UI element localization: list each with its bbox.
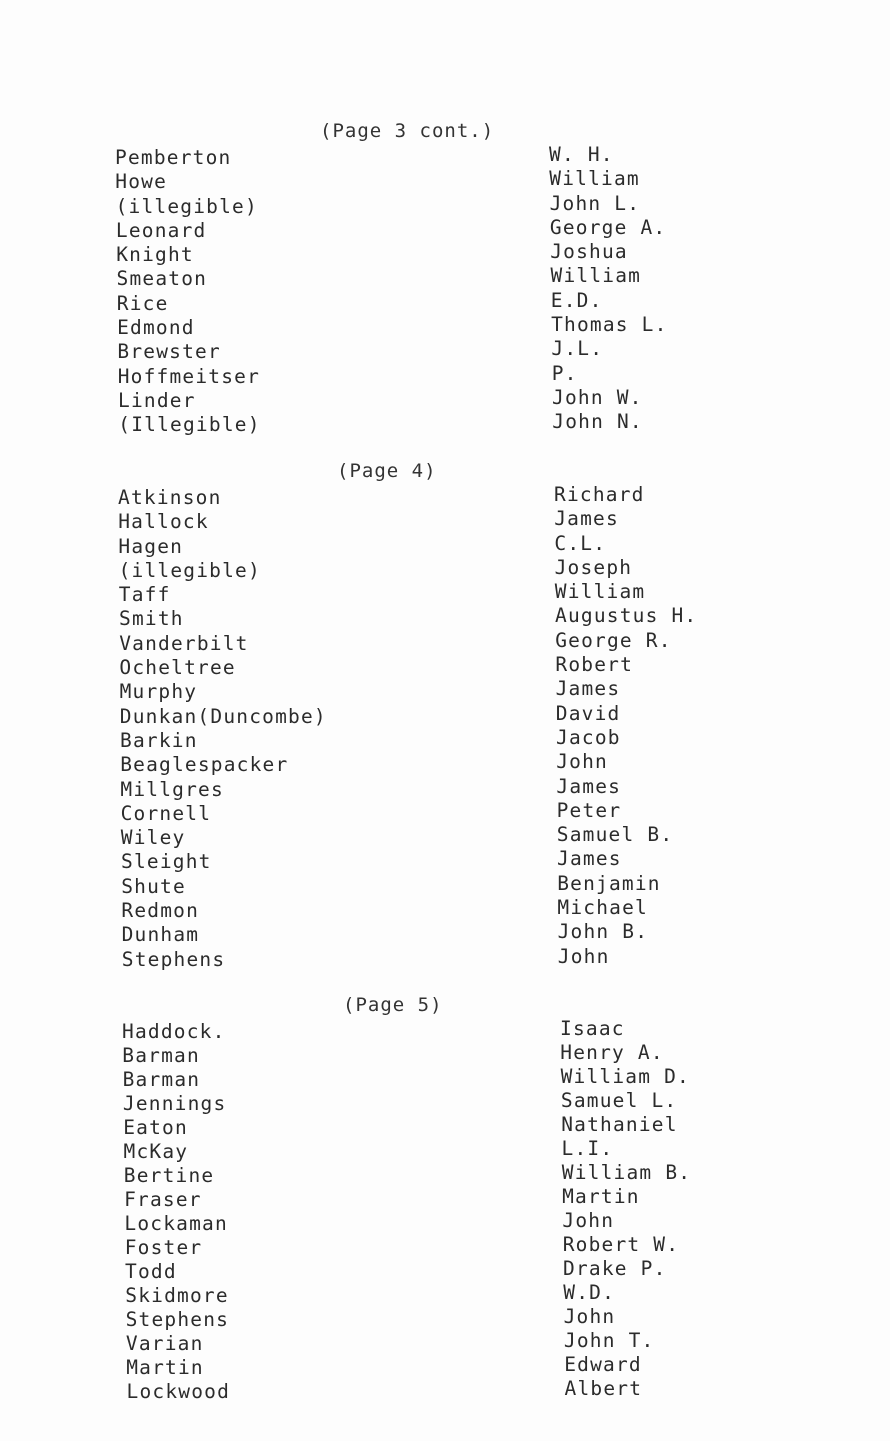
list-item — [0, 1281, 890, 1308]
list-item — [0, 410, 890, 437]
surname: Todd — [125, 1260, 177, 1283]
surname: Barman — [122, 1068, 201, 1091]
surname: Redmon — [121, 899, 200, 923]
given-name: James — [556, 774, 622, 798]
surname: Shute — [121, 874, 186, 898]
given-name: Jacob — [556, 725, 621, 749]
given-name: Richard — [554, 483, 645, 506]
surname: Fraser — [124, 1188, 202, 1211]
given-name: Thomas L. — [551, 313, 668, 337]
given-name: Henry A. — [560, 1041, 664, 1064]
surname: Rice — [116, 291, 169, 315]
surname: Haddock. — [122, 1020, 226, 1043]
given-name: David — [555, 701, 621, 725]
surname: Beaglespacker — [120, 753, 289, 777]
list-item — [0, 1137, 890, 1164]
list-item — [0, 628, 890, 656]
list-item — [0, 1161, 890, 1188]
list-item — [0, 507, 890, 534]
given-name: William — [554, 580, 646, 604]
surname: (Illegible) — [118, 413, 261, 437]
list-item — [0, 750, 890, 777]
list-item — [0, 580, 890, 607]
given-name: E.D. — [550, 288, 603, 312]
list-item — [0, 240, 890, 267]
given-name: Robert — [555, 653, 634, 677]
surname: Skidmore — [125, 1284, 229, 1307]
list-item — [0, 167, 890, 194]
list-item — [0, 1377, 890, 1404]
surname: Lockwood — [126, 1380, 231, 1403]
list-item — [0, 1089, 890, 1116]
list-item — [0, 1209, 890, 1236]
given-name: Martin — [562, 1185, 640, 1208]
surname: Martin — [126, 1356, 204, 1379]
given-name: James — [557, 847, 622, 871]
surname: Murphy — [119, 680, 198, 704]
given-name: Edward — [564, 1353, 642, 1376]
list-item — [0, 677, 890, 704]
given-name: W.D. — [563, 1281, 616, 1304]
given-name: Michael — [557, 896, 648, 920]
section-heading-page-5: (Page 5) — [343, 994, 443, 1016]
given-name: James — [554, 507, 619, 531]
list-item — [0, 604, 890, 631]
section-page-3 — [0, 143, 890, 438]
list-item — [0, 798, 890, 826]
surname: Cornell — [120, 801, 212, 825]
list-item — [0, 313, 890, 340]
surname: McKay — [123, 1140, 189, 1163]
given-name: Isaac — [560, 1017, 625, 1040]
given-name: George R. — [555, 628, 672, 652]
list-item — [0, 1041, 890, 1068]
surname: Leonard — [115, 218, 207, 242]
given-name: Joseph — [554, 555, 633, 579]
given-name: Samuel L. — [560, 1089, 678, 1112]
list-item — [0, 1305, 890, 1332]
list-item — [0, 1233, 890, 1260]
surname: Dunham — [121, 923, 200, 947]
given-name: John — [563, 1305, 616, 1328]
surname: Sleight — [121, 850, 212, 874]
given-name: James — [555, 677, 621, 701]
list-item — [0, 361, 890, 389]
list-item — [0, 871, 890, 899]
given-name: John B. — [557, 920, 649, 944]
given-name: William — [550, 264, 642, 288]
surname: Dunkan(Duncombe) — [119, 704, 327, 728]
list-item — [0, 385, 890, 413]
list-item — [0, 920, 890, 947]
surname: Foster — [124, 1236, 203, 1259]
given-name: John — [557, 944, 610, 968]
surname: Linder — [118, 388, 196, 412]
surname: Edmond — [117, 316, 195, 340]
list-item — [0, 1257, 890, 1284]
surname: Barman — [122, 1044, 200, 1067]
list-item — [0, 1329, 890, 1356]
surname: Wiley — [120, 826, 186, 850]
surname: Eaton — [123, 1116, 188, 1139]
surname: Howe — [115, 170, 168, 194]
surname: Taff — [118, 583, 171, 607]
list-item — [0, 337, 890, 364]
given-name: John N. — [552, 410, 643, 434]
section-page-4 — [0, 483, 890, 972]
list-item — [0, 215, 890, 243]
surname: Vanderbilt — [119, 631, 249, 655]
given-name: William B. — [561, 1161, 692, 1184]
given-name: John — [556, 750, 608, 774]
list-item — [0, 531, 890, 559]
given-name: Joshua — [550, 240, 628, 264]
list-item — [0, 1017, 890, 1044]
list-item — [0, 143, 890, 170]
surname: Lockaman — [124, 1212, 228, 1235]
given-name: Benjamin — [557, 871, 661, 895]
list-item — [0, 653, 890, 680]
given-name: Albert — [564, 1377, 643, 1400]
given-name: W. H. — [549, 143, 614, 166]
surname: Varian — [125, 1332, 204, 1355]
surname: Hallock — [118, 510, 209, 534]
list-item — [0, 701, 890, 729]
given-name: Drake P. — [563, 1257, 667, 1280]
surname: Hoffmeitser — [117, 364, 261, 388]
section-heading-page-4: (Page 4) — [337, 460, 437, 482]
surname: (illegible) — [115, 194, 258, 218]
list-item — [0, 823, 890, 850]
surname: Hagen — [118, 534, 184, 558]
surname: Pemberton — [115, 146, 232, 169]
surname: Ocheltree — [119, 656, 236, 680]
list-item — [0, 1065, 890, 1092]
list-item — [0, 1353, 890, 1380]
given-name: John L. — [549, 191, 641, 215]
given-name: William — [549, 167, 640, 191]
given-name: C.L. — [554, 531, 607, 555]
surname: (illegible) — [118, 558, 261, 582]
list-item — [0, 1113, 890, 1140]
list-item — [0, 725, 890, 753]
surname: Millgres — [120, 777, 224, 801]
given-name: John W. — [552, 385, 643, 409]
given-name: John T. — [563, 1329, 655, 1352]
list-item — [0, 774, 890, 802]
given-name: Samuel B. — [556, 823, 674, 847]
list-item — [0, 555, 890, 583]
list-item — [0, 483, 890, 510]
list-item — [0, 847, 890, 874]
given-name: P. — [551, 361, 578, 385]
given-name: L.I. — [561, 1137, 614, 1160]
given-name: J.L. — [551, 337, 604, 361]
list-item — [0, 944, 890, 972]
surname: Barkin — [120, 728, 198, 752]
surname: Smith — [119, 607, 184, 631]
surname: Bertine — [123, 1164, 215, 1187]
given-name: William D. — [560, 1065, 690, 1088]
given-name: Robert W. — [562, 1233, 680, 1256]
list-item — [0, 264, 890, 291]
given-name: John — [562, 1209, 615, 1232]
surname: Atkinson — [118, 486, 222, 509]
list-item — [0, 191, 890, 219]
surname: Knight — [116, 243, 194, 267]
given-name: George A. — [549, 215, 667, 239]
given-name: Nathaniel — [561, 1113, 678, 1136]
list-item — [0, 288, 890, 316]
given-name: Peter — [556, 798, 622, 822]
section-page-5 — [0, 1017, 890, 1404]
surname: Stephens — [125, 1308, 230, 1331]
list-item — [0, 896, 890, 923]
surname: Smeaton — [116, 267, 208, 291]
surname: Stephens — [121, 947, 226, 971]
section-heading-page-3: (Page 3 cont.) — [320, 120, 495, 142]
surname: Brewster — [117, 340, 221, 364]
list-item — [0, 1185, 890, 1212]
given-name: Augustus H. — [555, 604, 698, 628]
surname: Jennings — [122, 1092, 227, 1115]
